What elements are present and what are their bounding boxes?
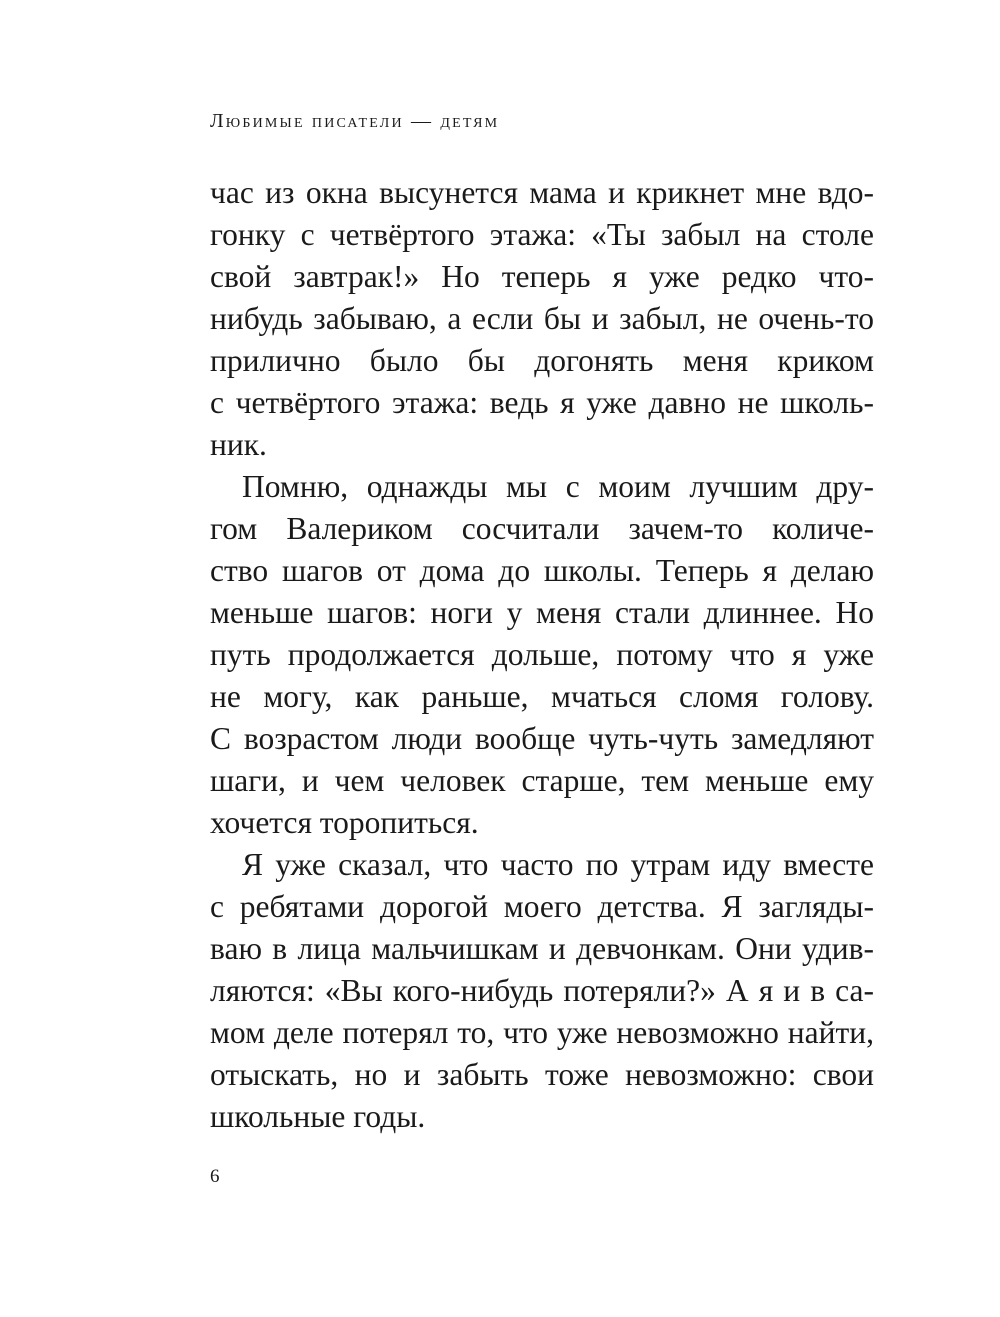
text-line: С возрастом люди вообще чуть-чуть замедляют bbox=[210, 721, 874, 756]
text-line: школьные годы. bbox=[210, 1099, 426, 1134]
paragraph bbox=[210, 172, 874, 466]
text-line: ство шагов от дома до школы. Теперь я делаю bbox=[210, 553, 874, 588]
text-line: гонку с четвёртого этажа: «Ты забыл на столе bbox=[210, 217, 874, 252]
body-text bbox=[210, 172, 874, 1138]
text-line: путь продолжается дольше, потому что я уже bbox=[210, 637, 874, 672]
text-line: ник. bbox=[210, 427, 267, 462]
text-line: отыскать, но и забыть тоже невозможно: свои bbox=[210, 1057, 874, 1092]
paragraph bbox=[210, 844, 874, 1138]
text-line: час из окна высунется мама и крикнет мне вдо- bbox=[210, 175, 874, 210]
text-line: меньше шагов: ноги у меня стали длиннее. Но bbox=[210, 595, 874, 630]
text-line: хочется торопиться. bbox=[210, 805, 479, 840]
text-line: с ребятами дорогой моего детства. Я загляды- bbox=[210, 889, 874, 924]
text-line: прилично было бы догонять меня криком bbox=[210, 343, 874, 378]
text-line: с четвёртого этажа: ведь я уже давно не школь- bbox=[210, 385, 874, 420]
text-line: мом деле потерял то, что уже невозможно найти, bbox=[210, 1015, 874, 1050]
text-line: свой завтрак!» Но теперь я уже редко что- bbox=[210, 259, 874, 294]
page-number: 6 bbox=[210, 1166, 220, 1187]
text-line: нибудь забываю, а если бы и забыл, не очень-то bbox=[210, 301, 874, 336]
text-line: гом Валериком сосчитали зачем-то количе- bbox=[210, 511, 874, 546]
running-head: Любимые писатели — детям bbox=[210, 110, 500, 132]
text-line: ляются: «Вы кого-нибудь потеряли?» А я и в са- bbox=[210, 973, 874, 1008]
text-line: не могу, как раньше, мчаться сломя голову. bbox=[210, 679, 874, 714]
text-line: шаги, и чем человек старше, тем меньше ему bbox=[210, 763, 874, 798]
text-line: Помню, однажды мы с моим лучшим дру- bbox=[242, 469, 874, 504]
text-line: ваю в лица мальчишкам и девчонкам. Они удив- bbox=[210, 931, 874, 966]
text-line: Я уже сказал, что часто по утрам иду вместе bbox=[242, 847, 874, 882]
paragraph bbox=[210, 466, 874, 844]
